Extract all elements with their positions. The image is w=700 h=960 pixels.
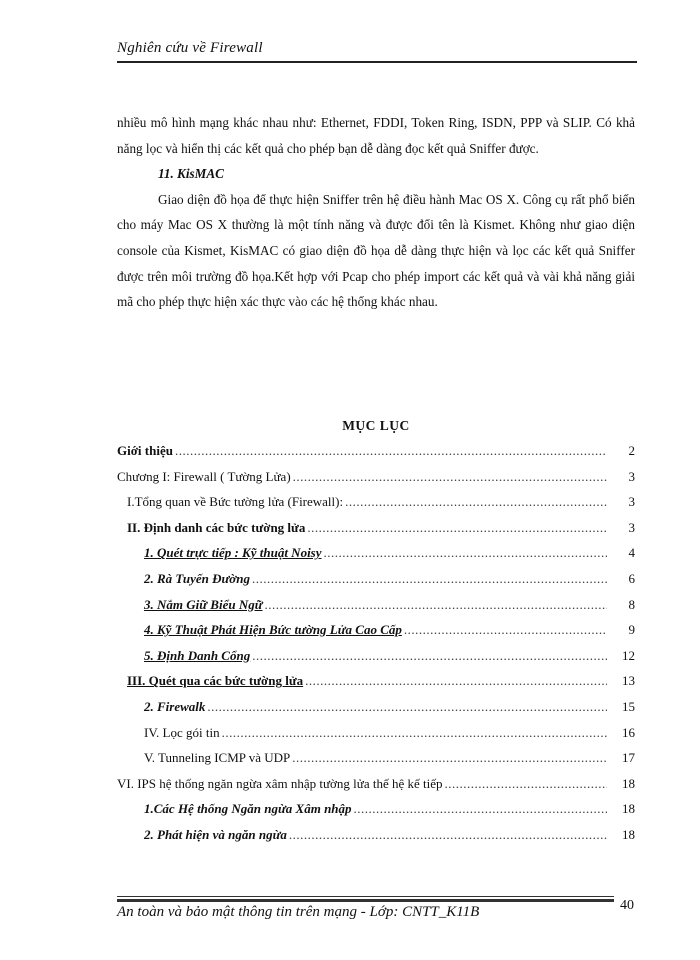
toc-entry-text: II. Định danh các bức tường lửa (127, 519, 306, 535)
toc-entry-page: 3 (628, 519, 635, 535)
toc-leader (293, 469, 607, 485)
toc-entry[interactable] (117, 725, 635, 751)
toc-leader (222, 725, 607, 741)
paragraph-2: Giao diện đồ họa để thực hiện Sniffer trên hệ điều hành Mac OS X. Công cụ rất phổ biến cho máy Mac OS X thường là một tính năng và được đổi tên là Kismet. Không như giao diện console của Kismet, KisMAC có giao diện đồ họa dễ dàng thực hiện và lọc các kết quả Sniffer được trên môi trường đồ họa.Kết hợp với Pcap cho phép import các kết quả và vài khả năng giải mã cho phép thực hiện xác thực vào các hệ thống khác nhau. (117, 191, 635, 310)
toc-leader (354, 801, 607, 817)
toc-entry-text: 2. Phát hiện và ngăn ngừa (144, 826, 287, 842)
toc-leader (252, 648, 607, 664)
toc-entry-text: 2. Rà Tuyến Đường (144, 570, 251, 586)
toc-entry-page: 18 (622, 826, 635, 842)
running-header: Nghiên cứu về Firewall (117, 40, 263, 56)
toc-entry-text: 1.Các Hệ thống Ngăn ngừa Xâm nhập (144, 801, 352, 817)
toc-entry[interactable] (117, 673, 635, 699)
toc-entry-text: 4. Kỹ Thuật Phát Hiện Bức tường Lửa Cao Cấp (144, 622, 402, 638)
toc-leader (324, 545, 607, 561)
toc-entry[interactable] (117, 469, 635, 495)
toc-leader (292, 750, 607, 766)
header-rule (117, 61, 637, 63)
section-title-kismac: 11. KisMAC (158, 166, 224, 182)
toc-leader (265, 597, 608, 613)
toc-entry[interactable] (117, 545, 635, 571)
toc-entry-page: 12 (622, 647, 635, 663)
toc-entry-page: 3 (628, 494, 635, 510)
paragraph-1: nhiều mô hình mạng khác nhau như: Ethernet, FDDI, Token Ring, ISDN, PPP và SLIP. Có khả năng lọc và hiển thị các kết quả cho phép bạn dễ dàng đọc kết quả Sniffer được. (117, 115, 635, 156)
toc-entry-text: 1. Quét trực tiếp : Kỹ thuật Noisy (144, 545, 322, 561)
toc-leader (207, 699, 607, 715)
toc-leader (252, 571, 607, 587)
toc-entry[interactable] (117, 520, 635, 546)
toc-entry-page: 2 (628, 443, 635, 458)
toc-entry[interactable] (117, 443, 635, 469)
toc-entry-page: 13 (622, 673, 635, 689)
toc-entry-text: 5. Định Danh Cổng (144, 647, 251, 663)
toc-entry-text: IV. Lọc gói tin (144, 724, 220, 740)
page-number: 40 (620, 898, 634, 913)
table-of-contents (117, 443, 635, 853)
toc-entry[interactable] (117, 827, 635, 853)
toc-entry-page: 18 (622, 801, 635, 817)
toc-entry-page: 6 (628, 570, 635, 586)
toc-entry-text: Chương I: Firewall ( Tường Lửa) (117, 468, 291, 484)
toc-entry-page: 4 (628, 545, 635, 561)
toc-entry[interactable] (117, 622, 635, 648)
toc-entry-text: VI. IPS hệ thống ngăn ngừa xâm nhập tường lửa thế hệ kế tiếp (117, 775, 443, 791)
toc-entry-page: 17 (622, 750, 635, 766)
toc-leader (307, 520, 607, 536)
body-text (117, 110, 635, 315)
toc-entry-text: 3. Nắm Giữ Biểu Ngữ (144, 596, 263, 612)
toc-entry[interactable] (117, 597, 635, 623)
toc-leader (175, 443, 607, 459)
toc-entry-page: 16 (622, 724, 635, 740)
toc-entry-page: 15 (622, 698, 635, 714)
toc-entry-text: Giới thiệu (117, 443, 173, 458)
toc-entry[interactable] (117, 494, 635, 520)
toc-entry[interactable] (117, 699, 635, 725)
toc-entry-text: III. Quét qua các bức tường lửa (127, 673, 304, 689)
toc-leader (305, 673, 607, 689)
toc-entry-text: 2. Firewalk (144, 698, 206, 714)
toc-entry[interactable] (117, 750, 635, 776)
toc-entry[interactable] (117, 571, 635, 597)
toc-title: MỤC LỤC (342, 418, 410, 433)
toc-entry[interactable] (117, 801, 635, 827)
toc-entry-page: 9 (628, 622, 635, 638)
toc-entry-page: 3 (628, 468, 635, 484)
toc-entry-page: 18 (622, 775, 635, 791)
running-footer: An toàn và bảo mật thông tin trên mạng - Lớp: CNTT_K11B (117, 904, 480, 920)
toc-entry-text: I.Tổng quan về Bức tường lửa (Firewall): (127, 494, 344, 510)
toc-entry[interactable] (117, 776, 635, 802)
toc-leader (404, 622, 607, 638)
toc-entry[interactable] (117, 648, 635, 674)
toc-entry-page: 8 (628, 596, 635, 612)
footer-rule-thick (117, 899, 614, 902)
toc-leader (289, 827, 607, 843)
toc-leader (445, 776, 607, 792)
toc-entry-text: V. Tunneling ICMP và UDP (144, 750, 291, 766)
toc-leader (345, 494, 607, 510)
footer-rule (117, 896, 614, 897)
